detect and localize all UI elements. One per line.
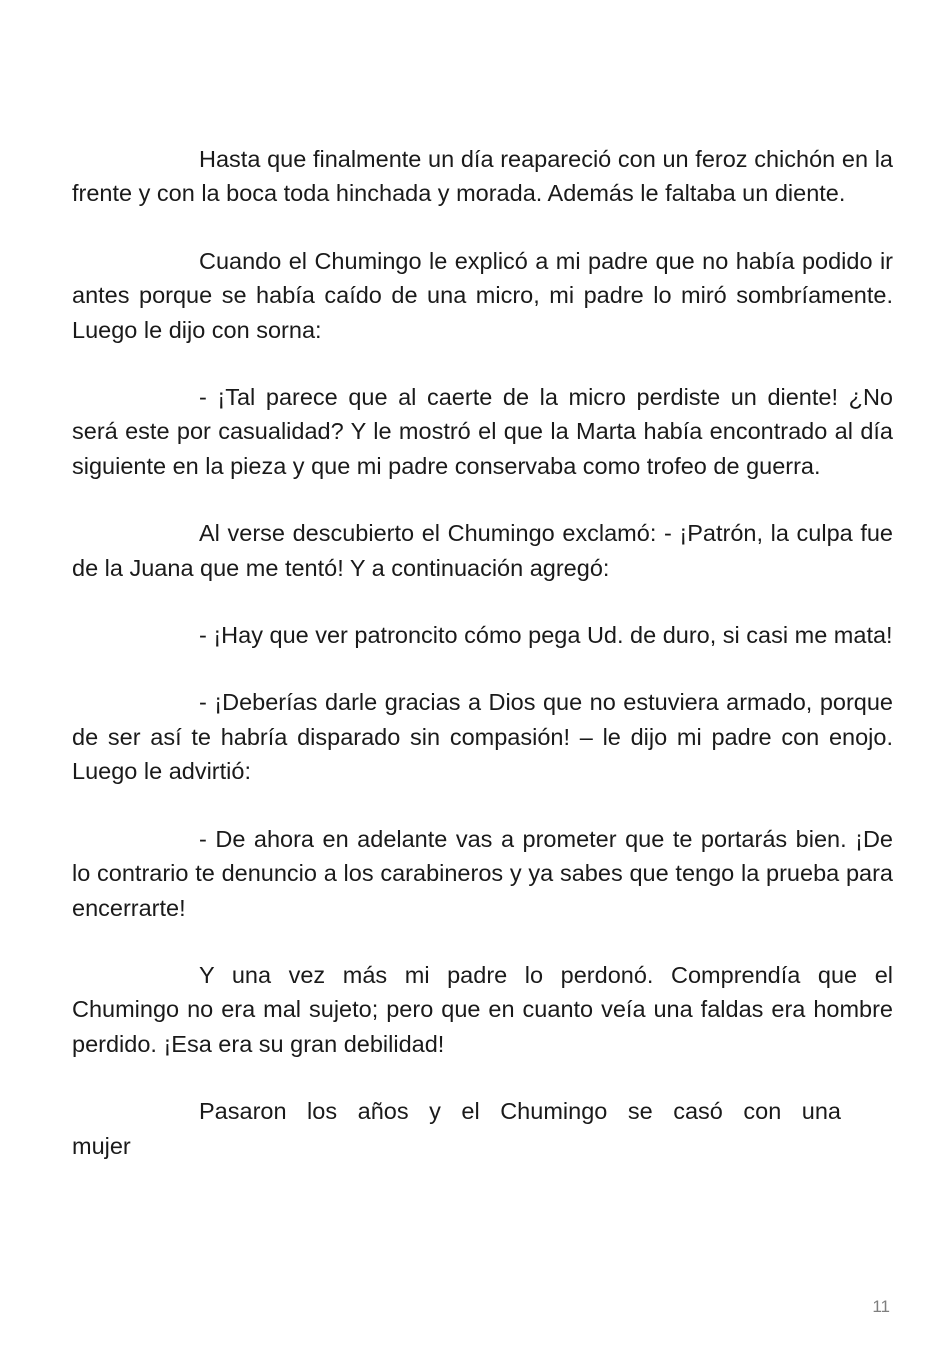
document-body bbox=[72, 142, 893, 1196]
paragraph: - ¡Tal parece que al caerte de la micro perdiste un diente! ¿No será este por casualidad? Y le mostró el que la Marta había encontrado al día siguiente en la pieza y que mi padre conservaba como trofeo de guerra. bbox=[72, 384, 893, 479]
paragraph: - De ahora en adelante vas a prometer que te portarás bien. ¡De lo contrario te denuncio a los carabineros y ya sabes que tengo la prueba para encerrarte! bbox=[72, 825, 893, 921]
paragraph: Hasta que finalmente un día reapareció con un feroz chichón en la frente y con la boca toda hinchada y morada. Además le faltaba un diente. bbox=[72, 146, 893, 207]
paragraph: Al verse descubierto el Chumingo exclamó: - ¡Patrón, la culpa fue de la Juana que me tentó! Y a continuación agregó: bbox=[72, 520, 893, 581]
paragraph: - ¡Hay que ver patroncito cómo pega Ud. de duro, si casi me mata! bbox=[199, 622, 893, 649]
paragraph: Y una vez más mi padre lo perdonó. Comprendía que el Chumingo no era mal sujeto; pero que en cuanto veía una faldas era hombre perdido. ¡Esa era su gran debilidad! bbox=[72, 961, 893, 1057]
paragraph: - ¡Deberías darle gracias a Dios que no estuviera armado, porque de ser así te habría disparado sin compasión! – le dijo mi padre con enojo. Luego le advirtió: bbox=[72, 689, 893, 785]
page-number: 11 bbox=[872, 1297, 890, 1316]
paragraph: Cuando el Chumingo le explicó a mi padre que no había podido ir antes porque se había caído de una micro, mi padre lo miró sombríamente. Luego le dijo con sorna: bbox=[72, 247, 893, 343]
paragraph: Pasaron los años y el Chumingo se casó con una mujer bbox=[72, 1098, 842, 1159]
